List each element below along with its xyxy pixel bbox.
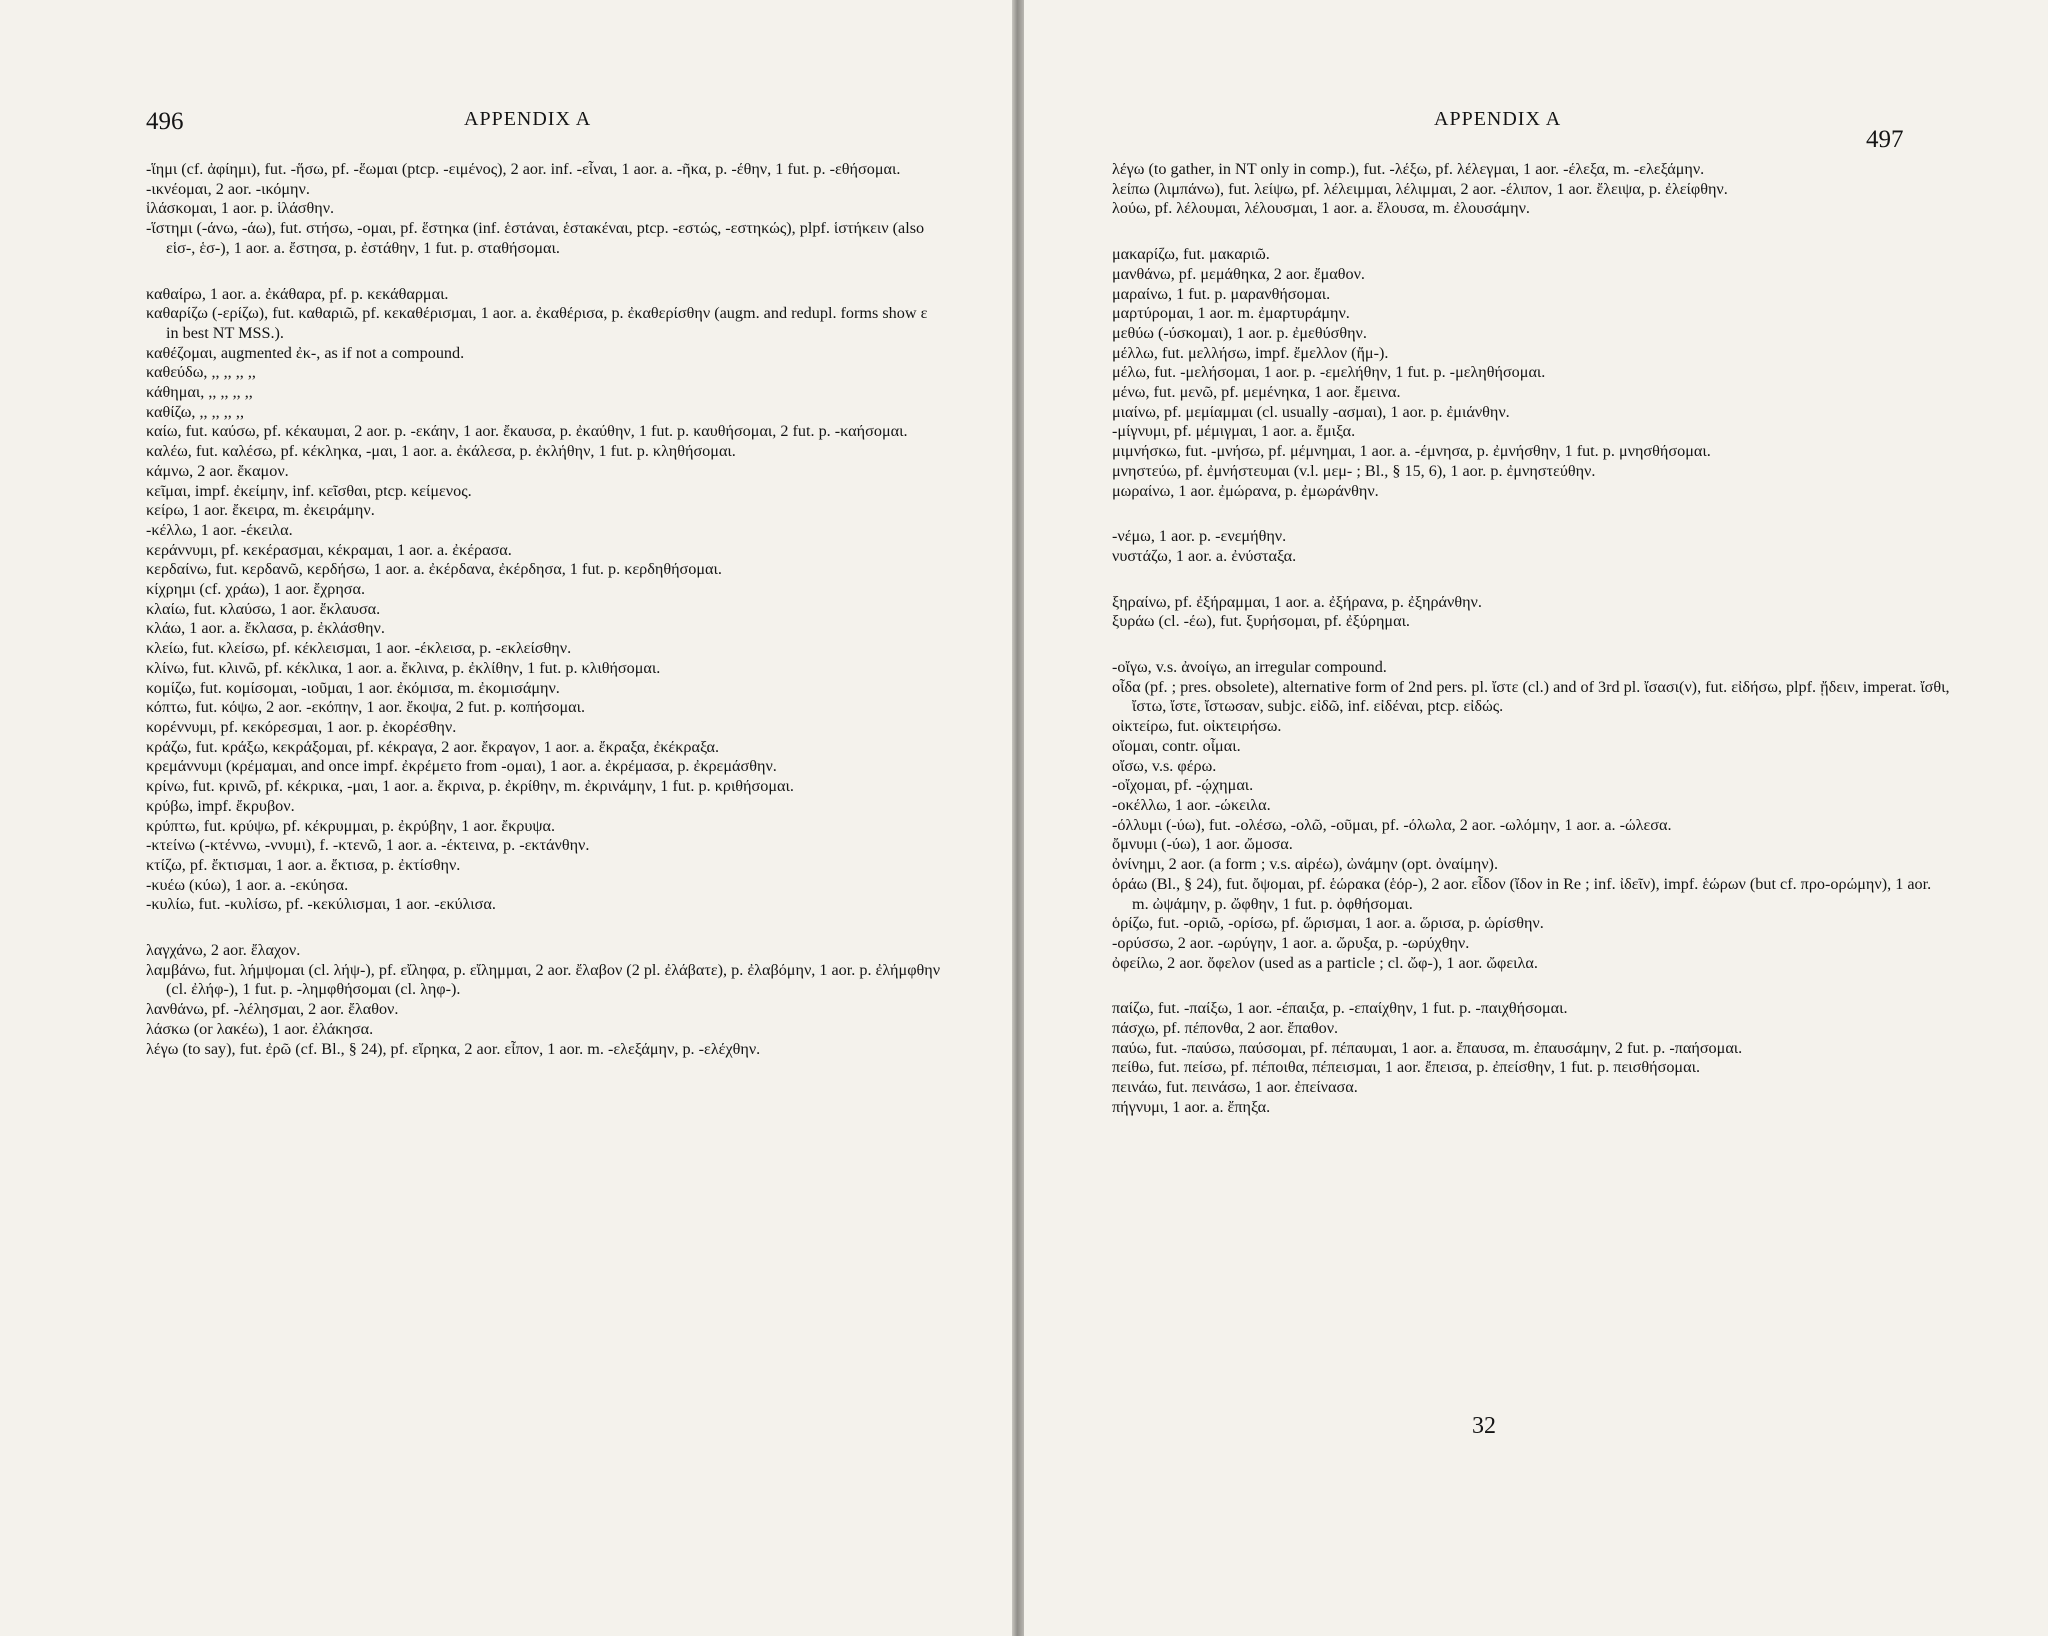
verb-entry: νυστάζω, 1 aor. a. ἐνύσταξα. [1112, 546, 1297, 565]
verb-entry: μένω, fut. μενῶ, pf. μεμένηκα, 1 aor. ἔμεινα. [1112, 383, 1401, 402]
verb-entry: κλίνω, fut. κλινῶ, pf. κέκλικα, 1 aor. a. ἔκλινα, p. ἐκλίθην, 1 fut. p. κλιθήσομαι. [146, 658, 661, 677]
verb-entry: οἴσω, v.s. φέρω. [1112, 756, 1217, 775]
section-gap [1112, 632, 1950, 658]
verb-entry: λάσκω (or λακέω), 1 aor. ἐλάκησα. [146, 1019, 374, 1038]
verb-entry: μεθύω (-ύσκομαι), 1 aor. p. ἐμεθύσθην. [1112, 323, 1367, 342]
page-number: 497 [1866, 126, 1904, 153]
verb-entry: κρύπτω, fut. κρύψω, pf. κέκρυμμαι, p. ἐκρύβην, 1 aor. ἔκρυψα. [146, 816, 556, 835]
verb-entry: κορέννυμι, pf. κεκόρεσμαι, 1 aor. p. ἐκορέσθην. [146, 717, 457, 736]
verb-list [1112, 160, 1950, 1118]
section-gap [1112, 501, 1950, 527]
verb-entry: -κυλίω, fut. -κυλίσω, pf. -κεκύλισμαι, 1 aor. -εκύλισα. [146, 895, 496, 914]
verb-entry: -οκέλλω, 1 aor. -ώκειλα. [1112, 795, 1271, 814]
verb-entry: ἱλάσκομαι, 1 aor. p. ἱλάσθην. [146, 199, 335, 218]
verb-entry: καθεύδω, ,, ,, ,, ,, [146, 363, 256, 382]
page-number: 496 [146, 108, 184, 135]
verb-entry: μαρτύρομαι, 1 aor. m. ἐμαρτυράμην. [1112, 304, 1350, 323]
verb-entry: ὁρίζω, fut. -οριῶ, -ορίσω, pf. ὥρισμαι, 1 aor. a. ὥρισα, p. ὡρίσθην. [1112, 914, 1544, 933]
section-gap [1112, 973, 1950, 999]
verb-entry: λανθάνω, pf. -λέλησμαι, 2 aor. ἔλαθον. [146, 1000, 399, 1019]
verb-entry: -ορύσσω, 2 aor. -ωρύγην, 1 aor. a. ὤρυξα, p. -ωρύχθην. [1112, 933, 1470, 952]
verb-entry: λαμβάνω, fut. λήμψομαι (cl. λήψ-), pf. εἴληφα, p. εἴλημμαι, 2 aor. ἔλαβον (2 pl. ἐλάβατε), p. ἐλαβόμην, 1 aor. p. ἐλήμφθην (cl. ἐλήφ-), 1 fut. p. -λημφθήσομαι (cl. ληφ-). [146, 960, 941, 999]
verb-entry: ὀνίνημι, 2 aor. (a form ; v.s. αἱρέω), ὠνάμην (opt. ὀναίμην). [1112, 855, 1498, 874]
verb-entry: παίζω, fut. -παίξω, 1 aor. -έπαιξα, p. -επαίχθην, 1 fut. p. -παιχθήσομαι. [1112, 999, 1568, 1018]
verb-entry: -ἵημι (cf. ἀφίημι), fut. -ἥσω, pf. -ἕωμαι (ptcp. -ειμένος), 2 aor. inf. -εἶναι, 1 aor. a. -ῆκα, p. -έθην, 1 fut. p. -εθήσομαι. [146, 160, 901, 178]
verb-entry: κλαίω, fut. κλαύσω, 1 aor. ἔκλαυσα. [146, 599, 381, 618]
verb-entry: ὄμνυμι (-ύω), 1 aor. ὤμοσα. [1112, 835, 1293, 854]
verb-entry: -κτείνω (-κτέννω, -ννυμι), f. -κτενῶ, 1 aor. a. -έκτεινα, p. -εκτάνθην. [146, 836, 590, 855]
verb-entry: κρίνω, fut. κρινῶ, pf. κέκρικα, -μαι, 1 aor. a. ἔκρινα, p. ἐκρίθην, m. ἐκρινάμην, 1 fut. p. κριθήσομαι. [146, 777, 794, 796]
verb-entry: μωραίνω, 1 aor. ἐμώρανα, p. ἐμωράνθην. [1112, 481, 1379, 500]
verb-entry: ξυράω (cl. -έω), fut. ξυρήσομαι, pf. ἐξύρημαι. [1112, 612, 1410, 631]
signature-mark: 32 [1472, 1413, 1496, 1439]
verb-entry: καθίζω, ,, ,, ,, ,, [146, 402, 244, 421]
verb-entry: ὀφείλω, 2 aor. ὄφελον (used as a particle ; cl. ὤφ-), 1 aor. ὤφειλα. [1112, 953, 1538, 972]
verb-entry: λούω, pf. λέλουμαι, λέλουσμαι, 1 aor. a. ἔλουσα, m. ἐλουσάμην. [1112, 199, 1530, 218]
verb-entry: οἰκτείρω, fut. οἰκτειρήσω. [1112, 717, 1282, 736]
verb-entry: μέλλω, fut. μελλήσω, impf. ἔμελλον (ἤμ-). [1112, 343, 1389, 362]
verb-entry: πήγνυμι, 1 aor. a. ἔπηξα. [1112, 1097, 1271, 1116]
verb-entry: πάσχω, pf. πέπονθα, 2 aor. ἔπαθον. [1112, 1019, 1339, 1038]
verb-entry: κεράννυμι, pf. κεκέρασμαι, κέκραμαι, 1 aor. a. ἐκέρασα. [146, 540, 512, 559]
verb-entry: -κέλλω, 1 aor. -έκειλα. [146, 520, 293, 539]
verb-entry: κρεμάννυμι (κρέμαμαι, and once impf. ἐκρέμετο from -ομαι), 1 aor. a. ἐκρέμασα, p. ἐκρεμάσθην. [146, 757, 777, 776]
verb-entry: οἶδα (pf. ; pres. obsolete), alternative form of 2nd pers. pl. ἴστε (cl.) and of 3rd pl. ἴσασι(ν), fut. εἰδήσω, plpf. ᾔδειν, imperat. ἴσθι, ἴστω, ἴστε, ἴστωσαν, subjc. εἰδῶ, inf. εἰδέναι, ptcp. εἰδώς. [1112, 677, 1950, 716]
verb-entry: μαραίνω, 1 fut. p. μαρανθήσομαι. [1112, 284, 1331, 303]
verb-entry: λέγω (to gather, in NT only in comp.), fut. -λέξω, pf. λέλεγμαι, 1 aor. -έλεξα, m. -ελεξάμην. [1112, 160, 1705, 178]
verb-entry: λείπω (λιμπάνω), fut. λείψω, pf. λέλειμμαι, λέλιμμαι, 2 aor. -έλιπον, 1 aor. ἔλειψα, p. ἐλείφθην. [1112, 179, 1728, 198]
book-gutter [1012, 0, 1024, 1636]
verb-entry: καθαίρω, 1 aor. a. ἐκάθαρα, pf. p. κεκάθαρμαι. [146, 284, 449, 303]
verb-entry: πείθω, fut. πείσω, pf. πέποιθα, πέπεισμαι, 1 aor. ἔπεισα, p. ἐπείσθην, 1 fut. p. πεισθήσομαι. [1112, 1058, 1700, 1077]
verb-entry: κάθημαι, ,, ,, ,, ,, [146, 383, 253, 402]
verb-entry: οἴομαι, contr. οἶμαι. [1112, 736, 1241, 755]
verb-entry: μιαίνω, pf. μεμίαμμαι (cl. usually -ασμαι), 1 aor. p. ἐμιάνθην. [1112, 402, 1510, 421]
verb-entry: κόπτω, fut. κόψω, 2 aor. -εκόπην, 1 aor. ἔκοψα, 2 fut. p. κοπήσομαι. [146, 698, 586, 717]
verb-entry: καίω, fut. καύσω, pf. κέκαυμαι, 2 aor. p. -εκάην, 1 aor. ἔκαυσα, p. ἐκαύθην, 1 fut. p. καυθήσομαι, 2 fut. p. -καήσομαι. [146, 422, 908, 441]
verb-entry: -οἴχομαι, pf. -ῴχημαι. [1112, 776, 1254, 795]
running-head: APPENDIX A [464, 108, 592, 130]
verb-entry: κείρω, 1 aor. ἔκειρα, m. ἐκειράμην. [146, 501, 375, 520]
verb-entry: ξηραίνω, pf. ἐξήραμμαι, 1 aor. a. ἐξήρανα, p. ἐξηράνθην. [1112, 592, 1482, 611]
verb-entry: ὁράω (Bl., § 24), fut. ὄψομαι, pf. ἑώρακα (ἑόρ-), 2 aor. εἶδον (ἴδον in Re ; inf. ἰδεῖν), impf. ἑώρων (but cf. προ-ορώμην), 1 aor. m. ὠψάμην, p. ὤφθην, 1 fut. p. ὀφθήσομαι. [1112, 874, 1932, 913]
verb-entry: καθαρίζω (-ερίζω), fut. καθαριῶ, pf. κεκαθέρισμαι, 1 aor. a. ἐκαθέρισα, p. ἐκαθερίσθην (augm. and redupl. forms show ε in best NT MSS.). [146, 304, 928, 342]
verb-entry: κάμνω, 2 aor. ἔκαμον. [146, 461, 289, 480]
verb-entry: κλείω, fut. κλείσω, pf. κέκλεισμαι, 1 aor. -έκλεισα, p. -εκλείσθην. [146, 639, 572, 658]
verb-entry: πεινάω, fut. πεινάσω, 1 aor. ἐπείνασα. [1112, 1078, 1358, 1097]
verb-entry: μέλω, fut. -μελήσομαι, 1 aor. p. -εμελήθην, 1 fut. p. -μεληθήσομαι. [1112, 363, 1546, 382]
verb-entry: κλάω, 1 aor. a. ἔκλασα, p. ἐκλάσθην. [146, 619, 385, 638]
verb-entry: κίχρημι (cf. χράω), 1 aor. ἔχρησα. [146, 580, 366, 599]
verb-entry: μιμνήσκω, fut. -μνήσω, pf. μέμνημαι, 1 aor. a. -έμνησα, p. ἐμνήσθην, 1 fut. p. μνησθήσομαι. [1112, 442, 1711, 461]
verb-entry: μανθάνω, pf. μεμάθηκα, 2 aor. ἔμαθον. [1112, 264, 1365, 283]
section-gap [146, 915, 942, 941]
verb-entry: μνηστεύω, pf. ἐμνήστευμαι (v.l. μεμ- ; Bl., § 15, 6), 1 aor. p. ἐμνηστεύθην. [1112, 461, 1596, 480]
verb-entry: -όλλυμι (-ύω), fut. -ολέσω, -ολῶ, -οῦμαι, pf. -όλωλα, 2 aor. -ωλόμην, 1 aor. a. -ώλεσα. [1112, 815, 1672, 834]
verb-entry: κτίζω, pf. ἔκτισμαι, 1 aor. a. ἔκτισα, p. ἐκτίσθην. [146, 855, 461, 874]
verb-entry: κράζω, fut. κράξω, κεκράξομαι, pf. κέκραγα, 2 aor. ἔκραγον, 1 aor. a. ἔκραξα, ἐκέκραξα. [146, 737, 720, 756]
verb-entry: -ικνέομαι, 2 aor. -ικόμην. [146, 179, 310, 198]
verb-entry: -μίγνυμι, pf. μέμιγμαι, 1 aor. a. ἔμιξα. [1112, 422, 1356, 441]
verb-entry: -νέμω, 1 aor. p. -ενεμήθην. [1112, 527, 1287, 546]
running-head: APPENDIX A [1434, 108, 1562, 130]
verb-entry: κεῖμαι, impf. ἐκείμην, inf. κεῖσθαι, ptcp. κείμενος. [146, 481, 472, 500]
section-gap [1112, 567, 1950, 593]
verb-entry: κερδαίνω, fut. κερδανῶ, κερδήσω, 1 aor. a. ἐκέρδανα, ἐκέρδησα, 1 fut. p. κερδηθήσομαι. [146, 560, 722, 579]
verb-entry: -κυέω (κύω), 1 aor. a. -εκύησα. [146, 875, 349, 894]
verb-entry: κομίζω, fut. κομίσομαι, -ιοῦμαι, 1 aor. ἐκόμισα, m. ἐκομισάμην. [146, 678, 560, 697]
left-page [0, 0, 1012, 1636]
section-gap [1112, 219, 1950, 245]
verb-entry: λέγω (to say), fut. ἐρῶ (cf. Bl., § 24), pf. εἴρηκα, 2 aor. εἶπον, 1 aor. m. -ελεξάμην, p. -ελέχθην. [146, 1039, 761, 1058]
verb-entry: κρύβω, impf. ἔκρυβον. [146, 796, 295, 815]
verb-entry: καλέω, fut. καλέσω, pf. κέκληκα, -μαι, 1 aor. a. ἐκάλεσα, p. ἐκλήθην, 1 fut. p. κληθήσομαι. [146, 442, 736, 461]
verb-entry: παύω, fut. -παύσω, παύσομαι, pf. πέπαυμαι, 1 aor. a. ἔπαυσα, m. ἐπαυσάμην, 2 fut. p. -παήσομαι. [1112, 1038, 1743, 1057]
verb-entry: λαγχάνω, 2 aor. ἔλαχον. [146, 941, 301, 960]
right-page [1024, 0, 2048, 1636]
verb-entry: -ἵστημι (-άνω, -άω), fut. στήσω, -ομαι, pf. ἕστηκα (inf. ἑστάναι, ἑστακέναι, ptcp. -εστώς, -εστηκώς), plpf. ἱστήκειν (also εἱσ-, ἑσ-), 1 aor. a. ἔστησα, p. ἐστάθην, 1 fut. p. σταθήσομαι. [146, 219, 925, 257]
verb-entry: μακαρίζω, fut. μακαριῶ. [1112, 245, 1270, 264]
section-gap [146, 259, 942, 285]
verb-entry: -οἴγω, v.s. ἀνοίγω, an irregular compound. [1112, 658, 1387, 677]
verb-entry: καθέζομαι, augmented ἐκ-, as if not a compound. [146, 343, 465, 362]
verb-list [146, 160, 942, 1059]
